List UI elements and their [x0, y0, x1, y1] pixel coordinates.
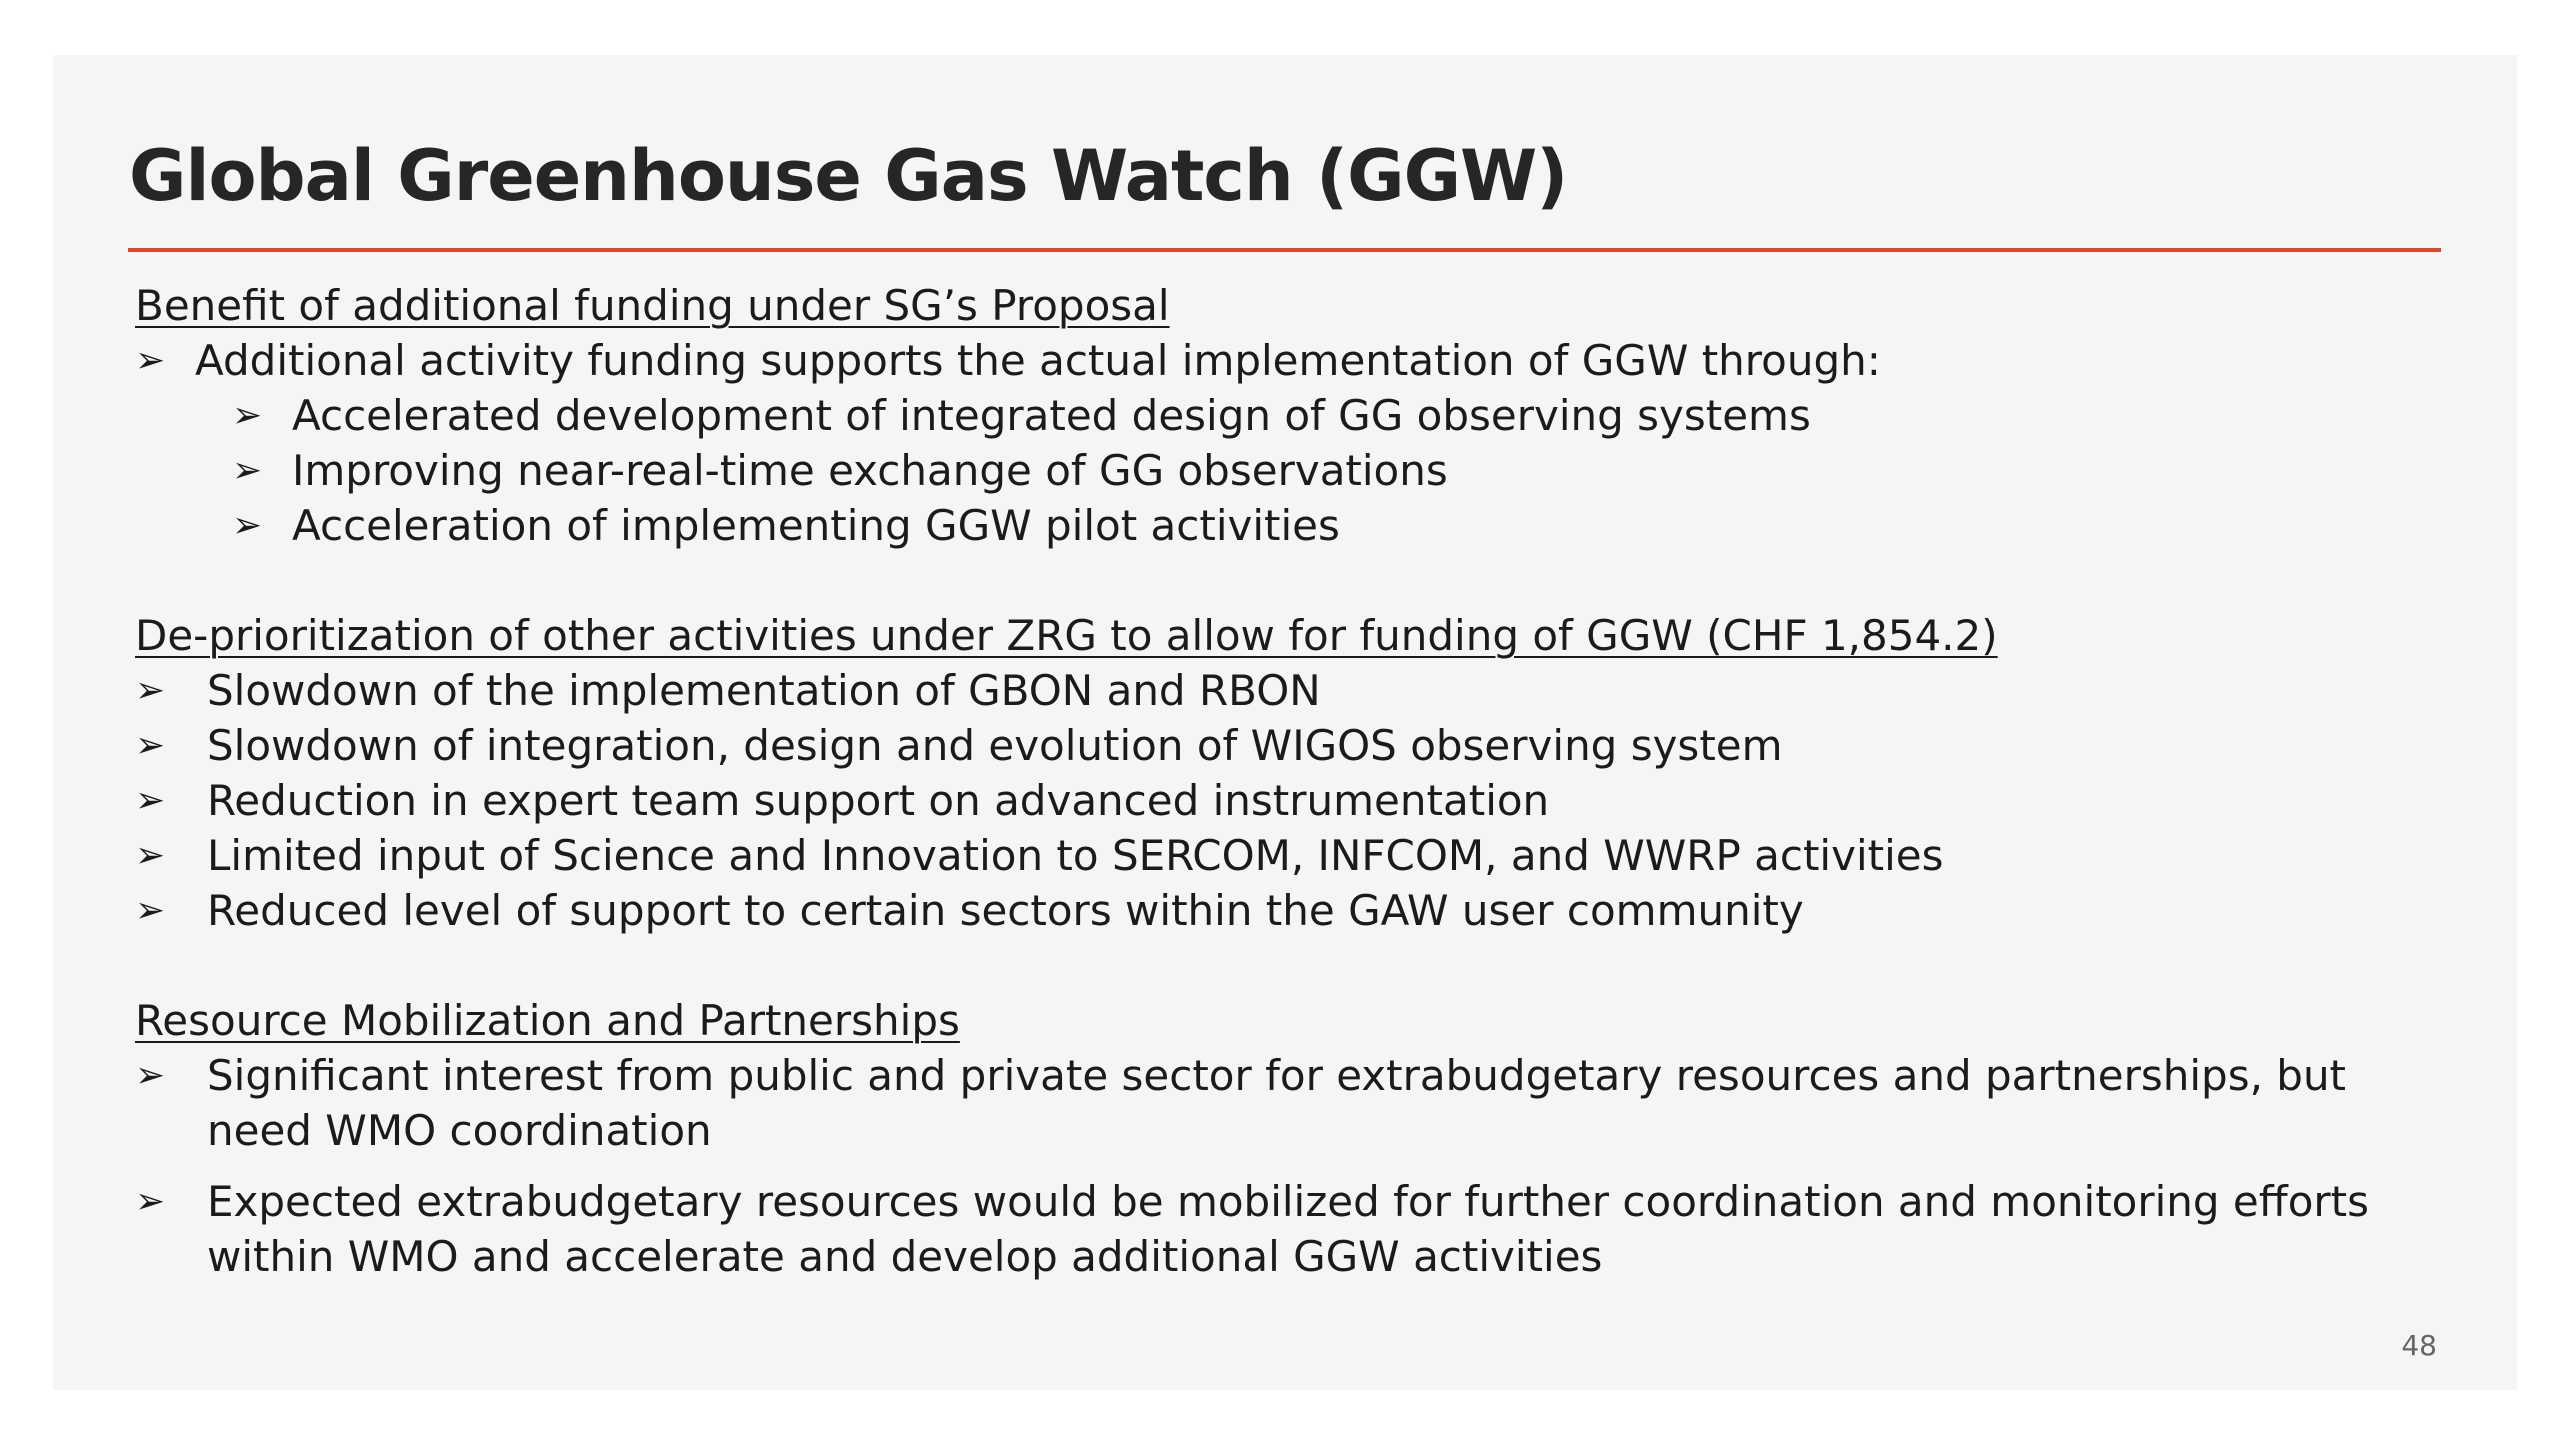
arrow-bullet-icon: ➢ — [232, 395, 263, 436]
arrow-bullet-icon: ➢ — [135, 725, 166, 766]
list-item — [135, 718, 2455, 773]
spacer — [135, 553, 2455, 608]
section-benefit — [135, 278, 2455, 553]
list-item — [135, 333, 2455, 388]
bullet-list — [135, 663, 2455, 938]
list-item-text: Additional activity funding supports the actual implementation of GGW through: — [195, 336, 1881, 385]
section-heading: De-prioritization of other activities under ZRG to allow for funding of GGW (CHF 1,854.2) — [135, 611, 1998, 660]
list-item-text: Improving near-real-time exchange of GG observations — [292, 446, 1448, 495]
list-item — [135, 663, 2455, 718]
list-item-text: Significant interest from public and private sector for extrabudgetary resources and partnerships, but need WMO coordination — [207, 1051, 2347, 1155]
list-item-text: Reduction in expert team support on advanced instrumentation — [207, 776, 1550, 825]
spacer — [135, 938, 2455, 993]
page-number: 48 — [2401, 1329, 2437, 1362]
slide-body — [135, 278, 2455, 1300]
arrow-bullet-icon: ➢ — [135, 1181, 166, 1222]
list-item — [135, 1048, 2455, 1158]
list-item — [232, 388, 2455, 443]
list-item-text: Limited input of Science and Innovation to SERCOM, INFCOM, and WWRP activities — [207, 831, 1944, 880]
list-item-text: Reduced level of support to certain sectors within the GAW user community — [207, 886, 1804, 935]
arrow-bullet-icon: ➢ — [135, 835, 166, 876]
arrow-bullet-icon: ➢ — [135, 1055, 166, 1096]
arrow-bullet-icon: ➢ — [135, 340, 166, 381]
bullet-list — [135, 1048, 2455, 1284]
slide — [53, 55, 2517, 1390]
list-item — [135, 1174, 2455, 1284]
list-item — [135, 773, 2455, 828]
list-item-text: Accelerated development of integrated design of GG observing systems — [292, 391, 1811, 440]
arrow-bullet-icon: ➢ — [135, 780, 166, 821]
list-item-text: Expected extrabudgetary resources would be mobilized for further coordination and monitoring efforts within WMO and accelerate and develop additional GGW activities — [207, 1177, 2370, 1281]
list-item-text: Slowdown of integration, design and evolution of WIGOS observing system — [207, 721, 1783, 770]
section-heading: Benefit of additional funding under SG’s Proposal — [135, 281, 1170, 330]
list-item-text: Acceleration of implementing GGW pilot activities — [292, 501, 1340, 550]
sub-bullet-list — [232, 388, 2455, 553]
list-item — [135, 828, 2455, 883]
bullet-list — [135, 333, 2455, 388]
arrow-bullet-icon: ➢ — [232, 505, 263, 546]
section-resource-mobilization — [135, 993, 2455, 1284]
section-deprioritization — [135, 608, 2455, 938]
section-heading: Resource Mobilization and Partnerships — [135, 996, 960, 1045]
list-item — [135, 883, 2455, 938]
list-item-text: Slowdown of the implementation of GBON and RBON — [207, 666, 1321, 715]
slide-title: Global Greenhouse Gas Watch (GGW) — [129, 135, 1568, 217]
list-item — [232, 443, 2455, 498]
title-divider — [128, 248, 2441, 252]
arrow-bullet-icon: ➢ — [135, 890, 166, 931]
arrow-bullet-icon: ➢ — [232, 450, 263, 491]
list-item — [232, 498, 2455, 553]
arrow-bullet-icon: ➢ — [135, 670, 166, 711]
